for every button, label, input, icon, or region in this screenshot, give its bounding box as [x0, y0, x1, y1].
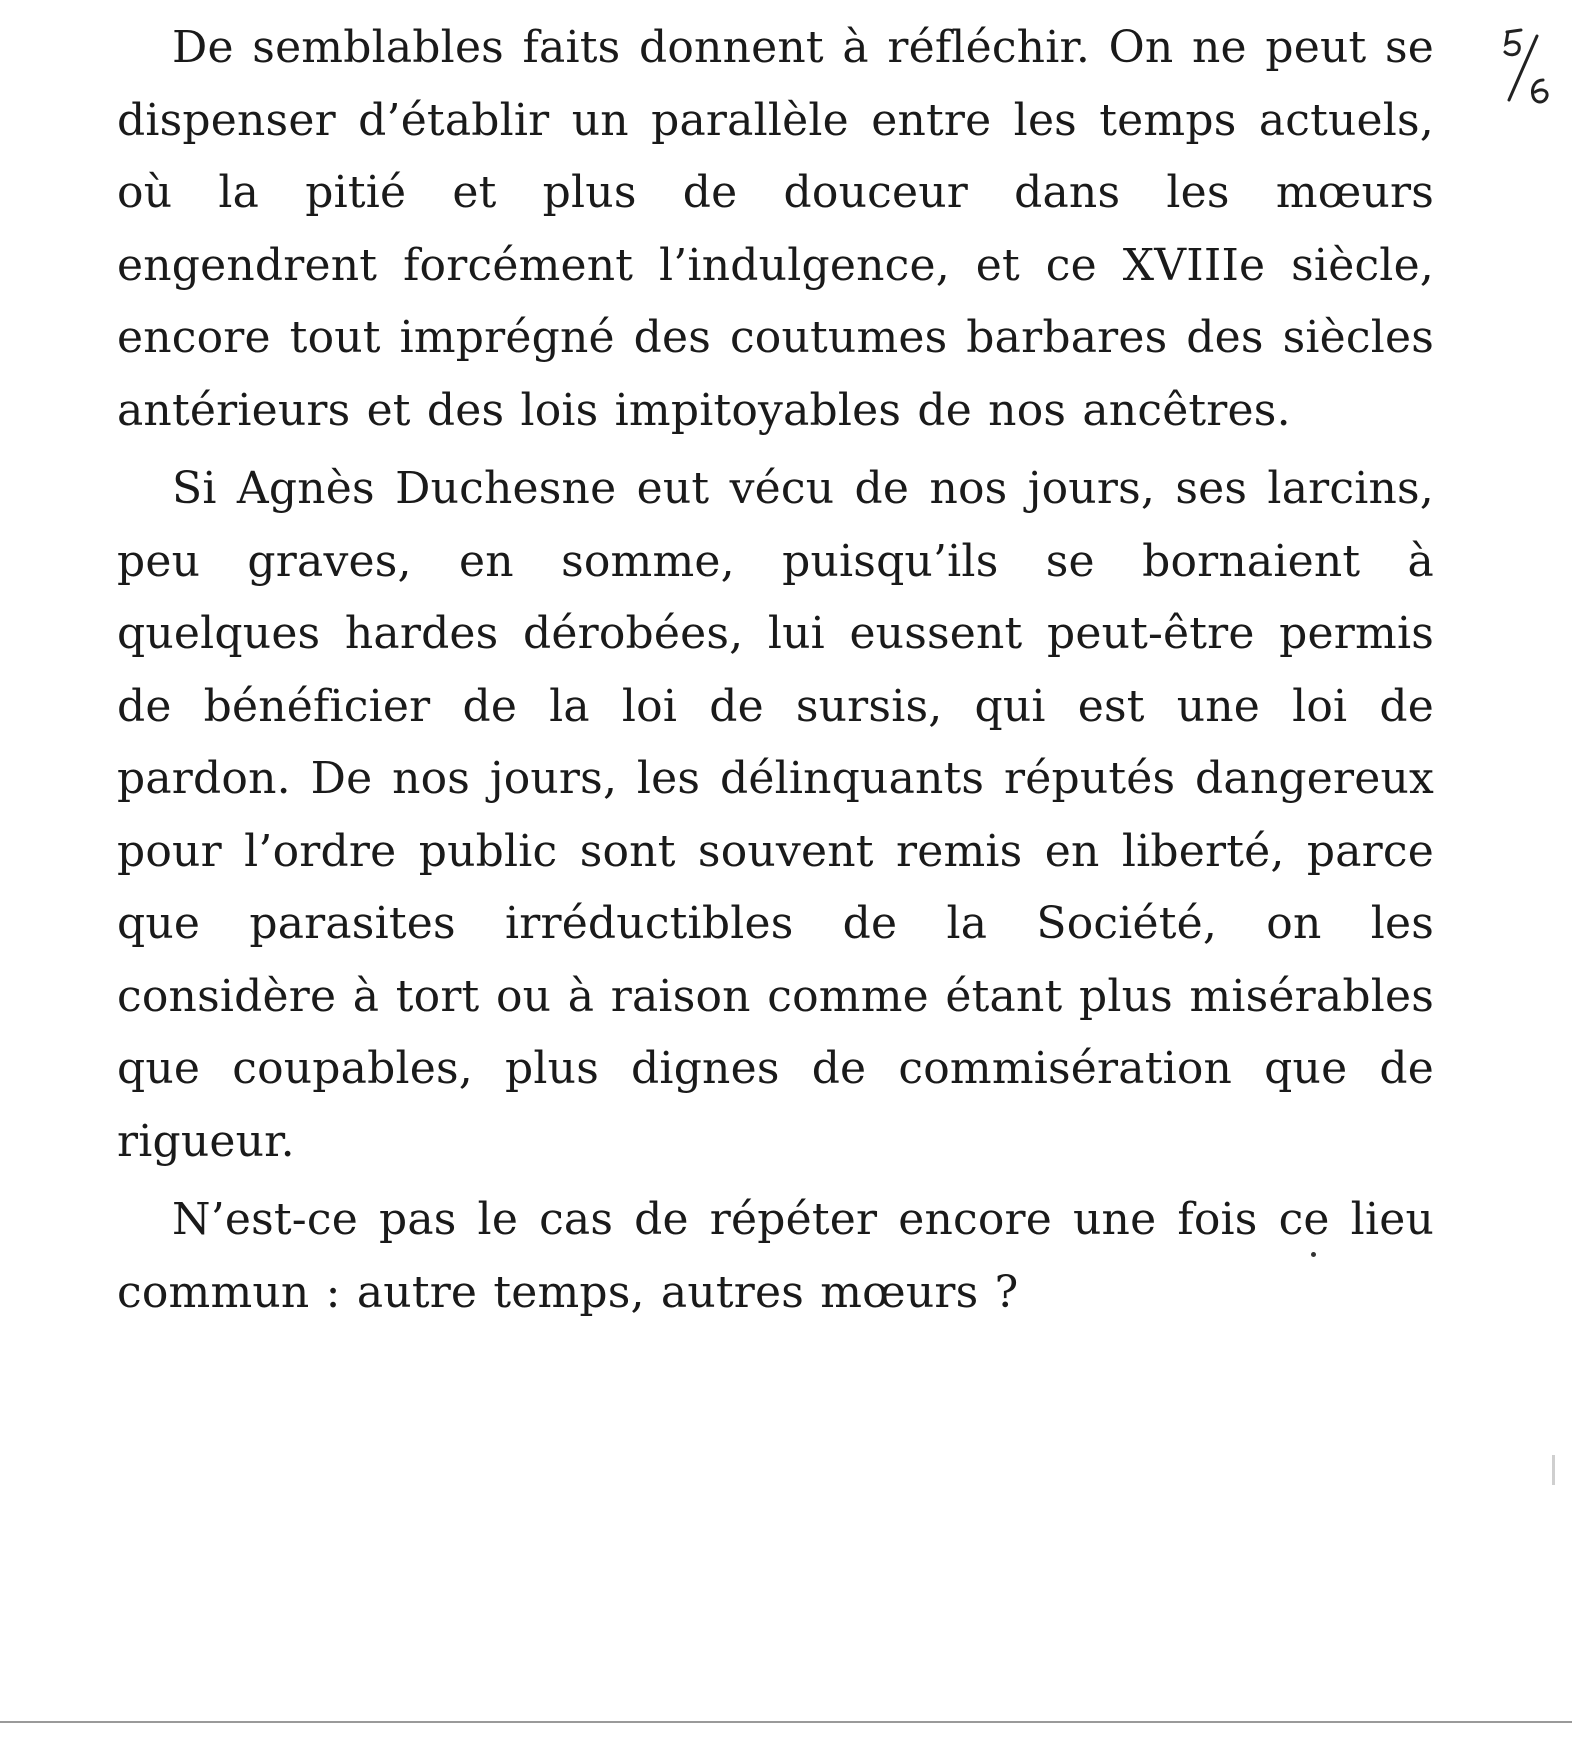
scan-bottom-edge	[0, 1721, 1572, 1723]
paragraph-2: Si Agnès Duchesne eut vécu de nos jours, ses larcins, peu graves, en somme, puisqu’ils se bornaient à quelques hardes dérobées, lui eussent peut-être permis de bénéficier de la loi de sursis, qui est une loi de pardon. De nos jours, les délinquants réputés dangereux pour l’ordre public sont souvent remis en liberté, parce que parasites irréductibles de la Société, on les considère à tort ou à raison comme étant plus misérables que coupables, plus dignes de commisération que de rigueur.	[117, 463, 1434, 1167]
handwritten-page-number	[1497, 22, 1557, 112]
body-text	[117, 12, 1434, 1335]
scan-edge-mark	[1552, 1455, 1555, 1485]
handwritten-fraction-icon	[1497, 22, 1557, 112]
paragraph-3: N’est-ce pas le cas de répéter encore une fois ce lieu commun : autre temps, autres mœurs ?	[117, 1194, 1434, 1318]
ink-speck	[1311, 1252, 1316, 1257]
paragraph-1: De semblables faits donnent à réfléchir. On ne peut se dispenser d’établir un parallèle entre les temps actuels, où la pitié et plus de douceur dans les mœurs engendrent forcément l’indulgence, et ce XVIIIe siècle, encore tout imprégné des coutumes barbares des siècles antérieurs et des lois impitoyables de nos ancêtres.	[117, 22, 1434, 436]
